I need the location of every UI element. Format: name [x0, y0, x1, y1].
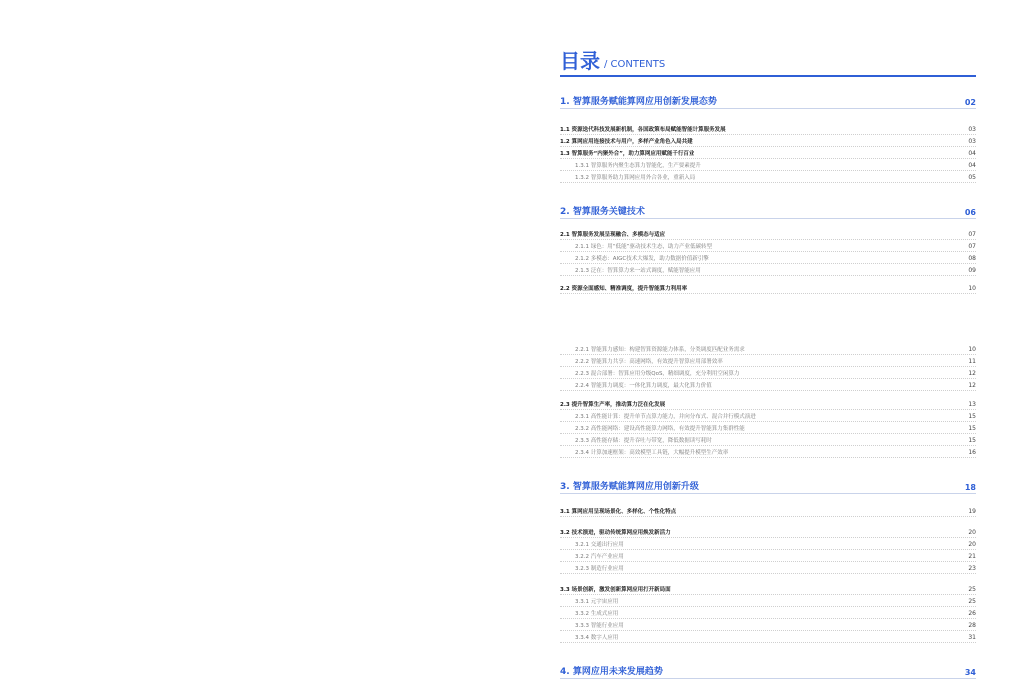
toc-subsection[interactable] [560, 608, 976, 619]
toc-entry-label: 2.3.4 计算加速框架：高效模型工具链，大幅提升模型生产效率 [575, 450, 729, 456]
toc-subsection[interactable] [560, 551, 976, 562]
toc-entry-page: 07 [968, 243, 976, 250]
toc-subsection[interactable] [560, 368, 976, 379]
toc-entry-page: 12 [968, 382, 976, 389]
toc-subsection[interactable] [560, 563, 976, 574]
toc-entry-label: 4. 算网应用未来发展趋势 [560, 667, 663, 677]
toc-entry-page: 05 [968, 174, 976, 181]
table-of-contents [560, 46, 976, 677]
toc-entry-label: 1. 智算服务赋能算网应用创新发展态势 [560, 97, 717, 107]
toc-entry-label: 2.3.1 高性能计算：提升单节点算力能力，并向分布式、混合并行模式演进 [575, 414, 756, 420]
toc-entry-page: 04 [968, 150, 976, 157]
toc-entry-label: 2.3.3 高性能存储：提升吞吐与带宽，降低数据读写耗时 [575, 438, 712, 444]
toc-entry-page: 13 [968, 401, 976, 408]
toc-entry-page: 31 [968, 634, 976, 641]
toc-entry-page: 08 [968, 255, 976, 262]
toc-entry-label: 2.1 智算服务发展呈现融合、多模态与适应 [560, 232, 666, 238]
toc-entry-page: 26 [968, 610, 976, 617]
toc-entry-label: 1.3.2 智算服务助力算网应用外合各业，重新入局 [575, 175, 696, 181]
toc-subsection[interactable] [560, 411, 976, 422]
toc-entry-label: 2.1.3 泛在：智算算力来一站式调度，赋能智能应用 [575, 268, 701, 274]
toc-entry-label: 2.3.2 高性能网络：建设高性能算力网络，有效提升智能算力集群性能 [575, 426, 745, 432]
toc-entry-label: 1.3.1 智算服务内聚生态算力智能化，生产要素提升 [575, 163, 701, 169]
toc-entry-label: 3.2.3 制造行业应用 [575, 566, 624, 572]
toc-entry-page: 25 [968, 598, 976, 605]
toc-entry-label: 1.3 智算服务“内聚外合”，助力算网应用赋能千行百业 [560, 151, 695, 157]
toc-section[interactable] [560, 283, 976, 294]
contents-header [560, 46, 976, 77]
toc-entry-page: 04 [968, 162, 976, 169]
toc-entry-label: 1.2 算网应用连接技术与用户，多样产业角色入局共建 [560, 139, 693, 145]
toc-subsection[interactable] [560, 447, 976, 458]
toc-entry-page: 19 [968, 508, 976, 515]
toc-subsection[interactable] [560, 620, 976, 631]
toc-entry-page: 07 [968, 231, 976, 238]
toc-entry-page: 25 [968, 586, 976, 593]
toc-entry-label: 3.1 算网应用呈现场景化、多样化、个性化特点 [560, 509, 677, 515]
toc-chapter[interactable] [560, 663, 976, 679]
toc-entry-page: 34 [964, 668, 976, 677]
toc-subsection[interactable] [560, 380, 976, 391]
toc-entry-label: 3.3.1 元宇宙应用 [575, 599, 619, 605]
toc-entry-page: 06 [964, 208, 976, 217]
toc-section[interactable] [560, 527, 976, 538]
toc-subsection[interactable] [560, 253, 976, 264]
toc-entry-page: 10 [968, 346, 976, 353]
toc-subsection[interactable] [560, 356, 976, 367]
toc-entry-label: 2.2.2 智能算力共享：高速网络，有效提升智算应用部署效率 [575, 359, 723, 365]
toc-entry-label: 2.1.1 绿色：用“低能”驱动技术生态，助力产业低碳转型 [575, 244, 712, 250]
toc-entry-page: 12 [968, 370, 976, 377]
toc-entry-page: 18 [964, 483, 976, 492]
toc-entry-label: 2.2.4 智能算力调度：一体化算力调度，最大化算力价值 [575, 383, 712, 389]
toc-chapter[interactable] [560, 93, 976, 109]
toc-entry-page: 28 [968, 622, 976, 629]
toc-section[interactable] [560, 148, 976, 159]
toc-section[interactable] [560, 399, 976, 410]
toc-entry-label: 2.2.1 智能算力感知：构建智算资源能力体系，分类调度匹配业务需求 [575, 347, 745, 353]
toc-entry-label: 3.3 场景创新，激发创新算网应用打开新局面 [560, 587, 671, 593]
toc-entry-label: 3.3.2 生成式应用 [575, 611, 619, 617]
toc-subsection[interactable] [560, 160, 976, 171]
toc-entry-page: 02 [964, 98, 976, 107]
toc-entry-page: 20 [968, 541, 976, 548]
toc-subsection[interactable] [560, 423, 976, 434]
toc-entry-page: 10 [968, 285, 976, 292]
toc-section[interactable] [560, 124, 976, 135]
toc-section[interactable] [560, 136, 976, 147]
contents-subtitle: / CONTENTS [604, 59, 666, 70]
toc-subsection[interactable] [560, 344, 976, 355]
toc-chapter[interactable] [560, 203, 976, 219]
toc-entry-page: 15 [968, 437, 976, 444]
contents-title: 目录 [560, 49, 600, 73]
toc-entry-label: 3.2 技术演进，驱动传统算网应用焕发新活力 [560, 530, 671, 536]
toc-section[interactable] [560, 584, 976, 595]
toc-entry-page: 15 [968, 413, 976, 420]
toc-entry-label: 3.3.4 数字人应用 [575, 635, 619, 641]
toc-entry-page: 21 [968, 553, 976, 560]
toc-entry-label: 3.3.3 智能行业应用 [575, 623, 624, 629]
toc-entry-page: 23 [968, 565, 976, 572]
toc-entry-label: 3. 智算服务赋能算网应用创新升级 [560, 482, 699, 492]
toc-entry-label: 1.1 资源迭代科技发展新机制，各国政策布局赋能智能计算服务发展 [560, 127, 726, 133]
toc-entry-label: 2.2.3 混合部署：智算应用分级QoS，精细调度，充分利用空闲算力 [575, 371, 740, 377]
toc-subsection[interactable] [560, 596, 976, 607]
toc-entry-page: 09 [968, 267, 976, 274]
toc-subsection[interactable] [560, 539, 976, 550]
toc-entry-page: 03 [968, 138, 976, 145]
toc-entry-label: 2.3 提升智算生产率，推动算力泛在化发展 [560, 402, 666, 408]
toc-section[interactable] [560, 229, 976, 240]
toc-entry-page: 03 [968, 126, 976, 133]
toc-entry-page: 16 [968, 449, 976, 456]
toc-entry-label: 2.2 资源全面感知、精准调度，提升智能算力利用率 [560, 286, 688, 292]
toc-entry-label: 2. 智算服务关键技术 [560, 207, 645, 217]
toc-subsection[interactable] [560, 632, 976, 643]
toc-entry-page: 20 [968, 529, 976, 536]
toc-chapter[interactable] [560, 478, 976, 494]
toc-entry-page: 15 [968, 425, 976, 432]
toc-subsection[interactable] [560, 435, 976, 446]
toc-entry-label: 2.1.2 多模态：AIGC技术大爆发，助力数据价值新引擎 [575, 256, 709, 262]
toc-subsection[interactable] [560, 241, 976, 252]
toc-section[interactable] [560, 506, 976, 517]
toc-entry-label: 3.2.2 汽车产业应用 [575, 554, 624, 560]
toc-entry-label: 3.2.1 交通出行应用 [575, 542, 624, 548]
toc-entry-page: 11 [968, 358, 976, 365]
toc-subsection[interactable] [560, 172, 976, 183]
toc-subsection[interactable] [560, 265, 976, 276]
